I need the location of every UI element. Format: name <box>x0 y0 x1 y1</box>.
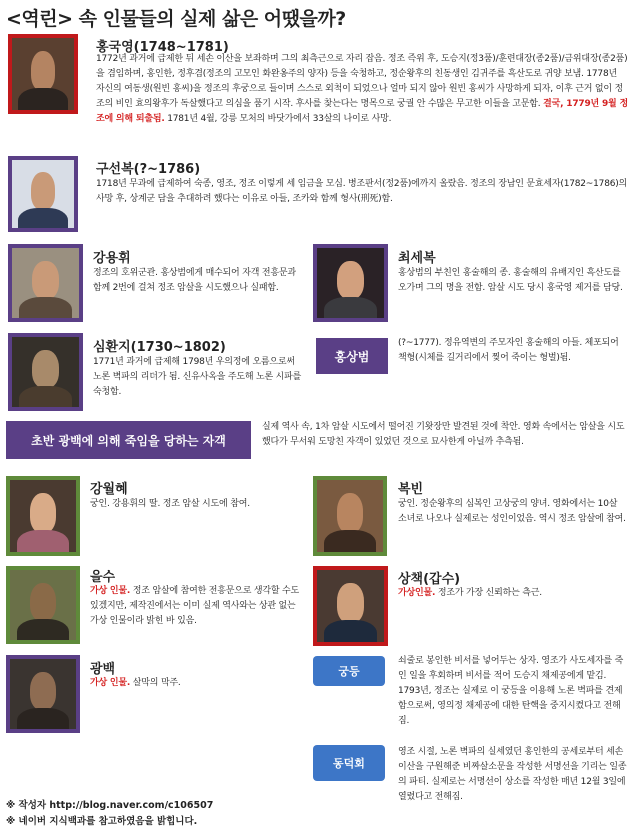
eul-text: 가상 인물. 정조 암살에 참여한 전흥문으로 생각할 수도 있겠지만, 제작진에서는 이미 실제 역사와는 상관 없는 가상 인물이라 밝힌 바 있음. <box>90 586 299 626</box>
hong-text: 1772년 과거에 급제한 뒤 세손 이산을 보좌하며 그의 최측근으로 자리 잡음. 정조 즉위 후, 도승지(정3품)/훈련대장(종2품)/금위대장(종2품)을 겸임하며, 홍인한, 정후겸(정조의 고모인 화완옹주의 양자) 등을 숙청하고, 정순왕후의 친동생인 김귀주를 흑산도로 귀양 보냄. 1778년 자신의 여동생(원빈 홍씨)을 정조의 후궁으로 들이며 스스로 외척이 되었으나 얼마 되지 않아 원빈 홍씨가 사망하게 되자, 이후 근거 없이 정조의 비인 효의왕후가 독살했다고 의심을 품기 시작. 후사를 찾는다는 명목으로 궁궐 안 수많은 무고한 이들을 고문함. 결국, 1779년 9월 정조에 의해 퇴출됨. 1781년 4월, 강릉 모처의 바닷가에서 33살의 나이로 사망. <box>96 54 628 124</box>
gu-photo <box>8 156 78 232</box>
bok-photo <box>313 476 387 556</box>
hongsang-text: (?~1777). 정유역변의 주모자인 홍술해의 아들. 체포되어 책형(시체를 길거리에서 찢어 죽이는 형벌)됨. <box>398 338 619 363</box>
gung-badge: 궁등 <box>313 656 385 686</box>
bok-text: 궁인. 정순왕후의 심복인 고상궁의 양녀. 영화에서는 10살 소녀로 나오나 실제로는 성인이었음. 역시 정조 암살에 참여. <box>398 499 626 524</box>
sim-name: 심환지(1730~1802) <box>93 340 226 355</box>
sim-text: 1771년 과거에 급제해 1798년 우의정에 오름으로써 노론 벽파의 리더가 됨. 신유사옥을 주도해 노론 시파를 숙청함. <box>93 357 302 397</box>
sang-name: 상책(갑수) <box>398 572 461 587</box>
dong-text: 영조 시절, 노론 벽파의 실세였던 홍인한의 공세로부터 세손 이산을 구원해준 비짜살소문을 작성한 서명선을 기리는 일종의 파티. 실제로는 서명선이 상소를 작성한 매년 12월 3일에 열렸다고 전해짐. <box>398 747 627 802</box>
bok-name: 복빈 <box>398 482 424 497</box>
hong-text-red: 결국, 1779년 9월 정조에 의해 퇴출됨. <box>96 99 628 124</box>
gu-name: 구선복(?~1786) <box>96 162 201 177</box>
gu-text: 1718년 무과에 급제하여 숙종, 영조, 정조 이렇게 세 임금을 모심. 병조판서(정2품)에까지 올랐음. 정조의 장남인 문효세자(1782~1786)의 사망 후, 상계군 담을 추대하려 했다는 이유로 아들, 조카와 함께 형사(刑死)함. <box>96 179 628 204</box>
hong-name: 홍국영(1748~1781) <box>96 40 229 55</box>
choi-name: 최세복 <box>398 251 436 266</box>
eul-photo <box>6 566 80 644</box>
eul-name: 을수 <box>90 570 116 585</box>
wol-name: 강월혜 <box>90 482 128 497</box>
hong-photo <box>8 34 78 114</box>
footer-source: ※ 네이버 지식백과를 참고하였음을 밝힙니다. <box>6 816 198 827</box>
gwang-photo <box>6 655 80 733</box>
choi-text: 홍상범의 부친인 홍술해의 종. 홍술해의 유배지인 흑산도를 오가며 그의 명을 전함. 암살 시도 당시 홍국영 제거를 담당. <box>398 268 623 293</box>
choi-photo <box>313 244 388 322</box>
gwang-text: 가상 인물. 살막의 막주. <box>90 678 181 688</box>
footer-author: ※ 작성자 http://blog.naver.com/c106507 <box>6 800 214 811</box>
hongsang-badge: 홍상범 <box>316 338 388 374</box>
kang-name: 강용휘 <box>93 251 131 266</box>
wol-text: 궁인. 강용휘의 딸. 정조 암살 시도에 참여. <box>90 499 250 509</box>
sim-photo <box>8 333 83 411</box>
assassin-text: 실제 역사 속, 1차 암살 시도에서 떨어진 기왓장만 발견된 것에 착안. 영화 속에서는 암살을 시도했다가 무서워 도망친 자객이 있었던 것으로 묘사한게 아닐까 추측됨. <box>262 422 625 447</box>
dong-badge: 동덕회 <box>313 745 385 781</box>
assassin-banner: 초반 광백에 의해 죽임을 당하는 자객 <box>6 421 251 459</box>
gung-text: 쇠줄로 봉인한 비서를 넣어두는 상자. 영조가 사도세자를 죽인 일을 후회하며 비서를 적어 도승지 채제공에게 맡김. 1793년, 정조는 실제로 이 궁등을 이용해 노론 벽파를 견제함으로써, 영의정 채제공에 대한 탄핵을 중지시켰다고 전해짐. <box>398 656 624 726</box>
gwang-name: 광백 <box>90 662 116 677</box>
sang-text: 가상인물. 정조가 가장 신뢰하는 측근. <box>398 588 542 598</box>
wol-photo <box>6 476 80 556</box>
sang-photo <box>313 566 388 646</box>
kang-photo <box>8 244 83 322</box>
page-title: <역린> 속 인물들의 실제 삶은 어땠을까? <box>6 8 346 30</box>
kang-text: 정조의 호위군관. 홍상범에게 매수되어 자객 전흥문과 함께 2번에 걸쳐 정조 암살을 시도했으나 실패함. <box>93 268 296 293</box>
